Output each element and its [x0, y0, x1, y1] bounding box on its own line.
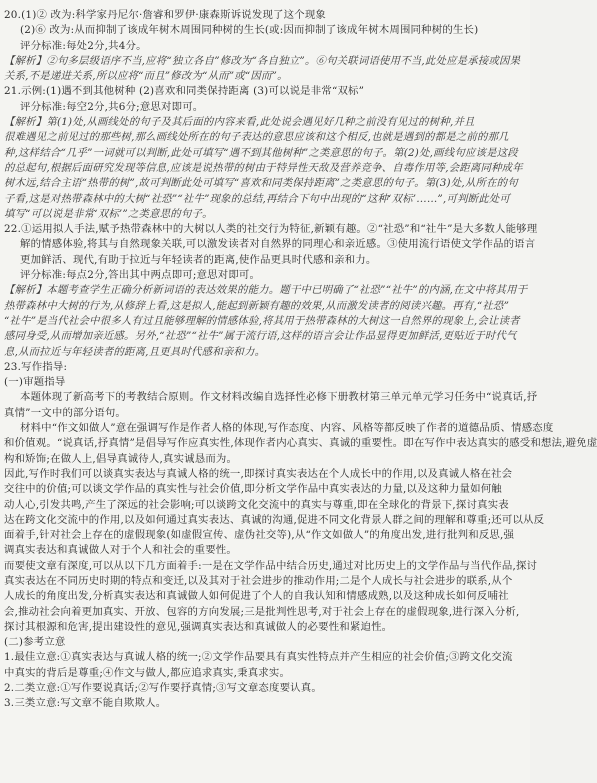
text-line: 中真实的背后是尊重;④作文与做人,都应追求真实,秉真求实。 — [4, 666, 291, 679]
analysis-line: 填写“可以说是非常‘双标’”之类意思的句子。 — [4, 207, 213, 220]
text-line: 人成长的角度出发,分析真实表达和真诚做人如何促进了个人的自我认知和情感成熟,以及这种成长如何反哺社 — [4, 590, 509, 603]
text-line: 更加鲜活、现代,有助于拉近与年轻读者的距离,使作品更具时代感和亲和力。 — [20, 253, 377, 266]
text-line: 2.二类立意:①写作要说真话;②写作要抒真情;③写文章态度要认真。 — [4, 682, 322, 695]
text-line: 21.示例:(1)遇不到其他树种 (2)喜欢和同类保持距离 (3)可以说是非常“双标” — [4, 85, 365, 98]
text-line: 评分标准:每点2分,答出其中两点即可;意思对即可。 — [20, 269, 261, 282]
text-line: (2)⑥ 改为:从而抑制了该成年树木周围同种树的生长(或:因而抑制了该成年树木周围同种树的生长) — [20, 24, 479, 37]
text-line: 评分标准:每空2分,共6分;意思对即可。 — [20, 100, 204, 113]
text-line: 和价值观。“说真话,抒真情”是倡导写作应真实性,体现作者内心真实、真诚的重要性。即在写作中表达真实的感受和想法,避免虚 — [4, 437, 597, 450]
analysis-line: 息,从而拉近与年轻读者的距离,且更具时代感和亲和力。 — [4, 345, 266, 358]
text-line: (二)参考立意 — [4, 636, 66, 649]
text-line: 会,推动社会向着更加真实、开放、包容的方向发展;三是批判性思考,对于社会上存在的虚假现象,进行深入分析, — [4, 605, 520, 618]
text-line: 1.最佳立意:①真实表达与真诚人格的统一;②文学作品要具有真实性特点并产生相应的社会价值;③跨文化交流 — [4, 651, 513, 664]
text-line: 交往中的价值;可以谈文学作品的真实性与社会价值,即分析文学作品中真实表达的力量,以及这种力量如何触 — [4, 483, 502, 496]
analysis-line: 【解析】第(1)处,从画线处的句子及其后面的内容来看,此处说会遇见好几种之前没有见过的树种,并且 — [4, 116, 475, 129]
analysis-line: “社牛”是当代社会中很多人有过且能够理解的情感体验,将其用于热带森林的大树这一自然界的现象上,会让读者 — [4, 314, 520, 327]
text-line: 达在跨文化交流中的作用,以及如何通过真实表达、真诚的沟通,促进不同文化背景人群之间的理解和尊重;还可以从反 — [4, 513, 545, 526]
text-line: 面着手,针对社会上存在的虚假现象(如虚假宣传、虚伪社交等),从“作文如做人”的角度出发,进行批判和反思,强 — [4, 529, 515, 542]
analysis-line: 子看,这是对热带森林中的大树“社恐”“社牛”现象的总结,再结合下句中出现的“这种‘双标’……”,可判断此处可 — [4, 192, 510, 205]
text-line: 材料中“作文如做人”意在强调写作是作者人格的体现,写作态度、内容、风格等都反映了作者的道德品质、情感态度 — [20, 422, 554, 435]
analysis-line: 关系,不是递进关系,所以应将“而且”修改为“从而”或“因而”。 — [4, 70, 288, 83]
text-line: 探讨其根源和危害,提出建设性的意见,强调真实表达和真诚做人的必要性和紧迫性。 — [4, 620, 393, 633]
text-line: (一)审题指导 — [4, 376, 66, 389]
text-line: 22.①运用拟人手法,赋予热带森林中的大树以人类的社交行为特征,新颖有趣。②“社恐”和“社牛”是大多数人能够理 — [4, 223, 538, 236]
text-line: 本题体现了新高考下的考教结合原则。作文材料改编自选择性必修下册教材第三单元单元学习任务中“说真话,抒 — [20, 391, 538, 404]
text-line: 调真实表达和真诚做人对于个人和社会的重要性。 — [4, 544, 237, 557]
analysis-line: 种,这样结合“几乎”一词就可以判断,此处可填写“遇不到其他树种”之类意思的句子。第(2)处,画线句应该是这段 — [4, 146, 518, 159]
analysis-line: 树木远,结合主语“热带的树”,故可判断此处可填写“喜欢和同类保持距离”之类意思的句子。第(3)处,从所在的句 — [4, 177, 518, 190]
text-line: 23.写作指导: — [4, 360, 68, 373]
analysis-line: 热带森林中大树的行为,从修辞上看,这是拟人,能起到新颖有趣的效果,从而激发读者的阅读兴趣。再有,“社恐” — [4, 299, 510, 312]
text-line: 因此,写作时我们可以谈真实表达与真诚人格的统一,即探讨真实表达在个人成长中的作用,以及真诚人格在社会 — [4, 467, 513, 480]
text-line: 真情”一文中的部分语句。 — [4, 406, 127, 419]
text-line: 评分标准:每处2分,共4分。 — [20, 39, 147, 52]
analysis-line: 【解析】②句多层级语序不当,应将“独立各自”修改为“各自独立”。⑥句关联词语使用不当,此处应是承接或因果 — [4, 54, 521, 67]
text-line: 3.三类立意:写文章不能自欺欺人。 — [4, 697, 167, 710]
analysis-line: 的总起句,根据后面研究发现等信息,应该是说热带的树由于特异性天敌及营养竞争、自毒作用等,会距离同种成年 — [4, 161, 523, 174]
analysis-line: 感同身受,从而增加亲近感。另外,“社恐”“社牛”属于流行语,这样的语言会让作品显得更加鲜活,更贴近于时代气 — [4, 330, 517, 343]
analysis-line: 很难遇见之前见过的那些树,那么画线处所在的句子表达的意思应该和这个相反,也就是遇到的都是之前的那几 — [4, 131, 509, 144]
text-line: 真实表达在不同历史时期的特点和变迁,以及其对于社会进步的推动作用;二是个人成长与社会进步的联系,从个 — [4, 574, 513, 587]
text-line: 而要使文章有深度,可以从以下几方面着手:一是在文学作品中结合历史,通过对比历史上的文学作品与当代作品,探讨 — [4, 559, 538, 572]
text-line: 构和矫饰;在做人上,倡导真诚待人,真实诚恳而为。 — [4, 452, 238, 465]
text-line: 动人心,引发共鸣,产生了深远的社会影响;可以谈跨文化交流中的真实与尊重,即在全球化的背景下,探讨真实表 — [4, 498, 509, 511]
text-line: 20.(1)② 改为:科学家丹尼尔·詹睿和罗伊·康森斯诉说发现了这个现象 — [4, 9, 327, 21]
text-line: 解的情感体验,将其与自然现象关联,可以激发读者对自然界的同理心和亲近感。③使用流行语使文学作品的语言 — [20, 238, 536, 251]
analysis-line: 【解析】本题考查学生正确分析新词语的表达效果的能力。题干中已明确了“社恐”“社牛”的内涵,在文中将其用于 — [4, 284, 528, 297]
